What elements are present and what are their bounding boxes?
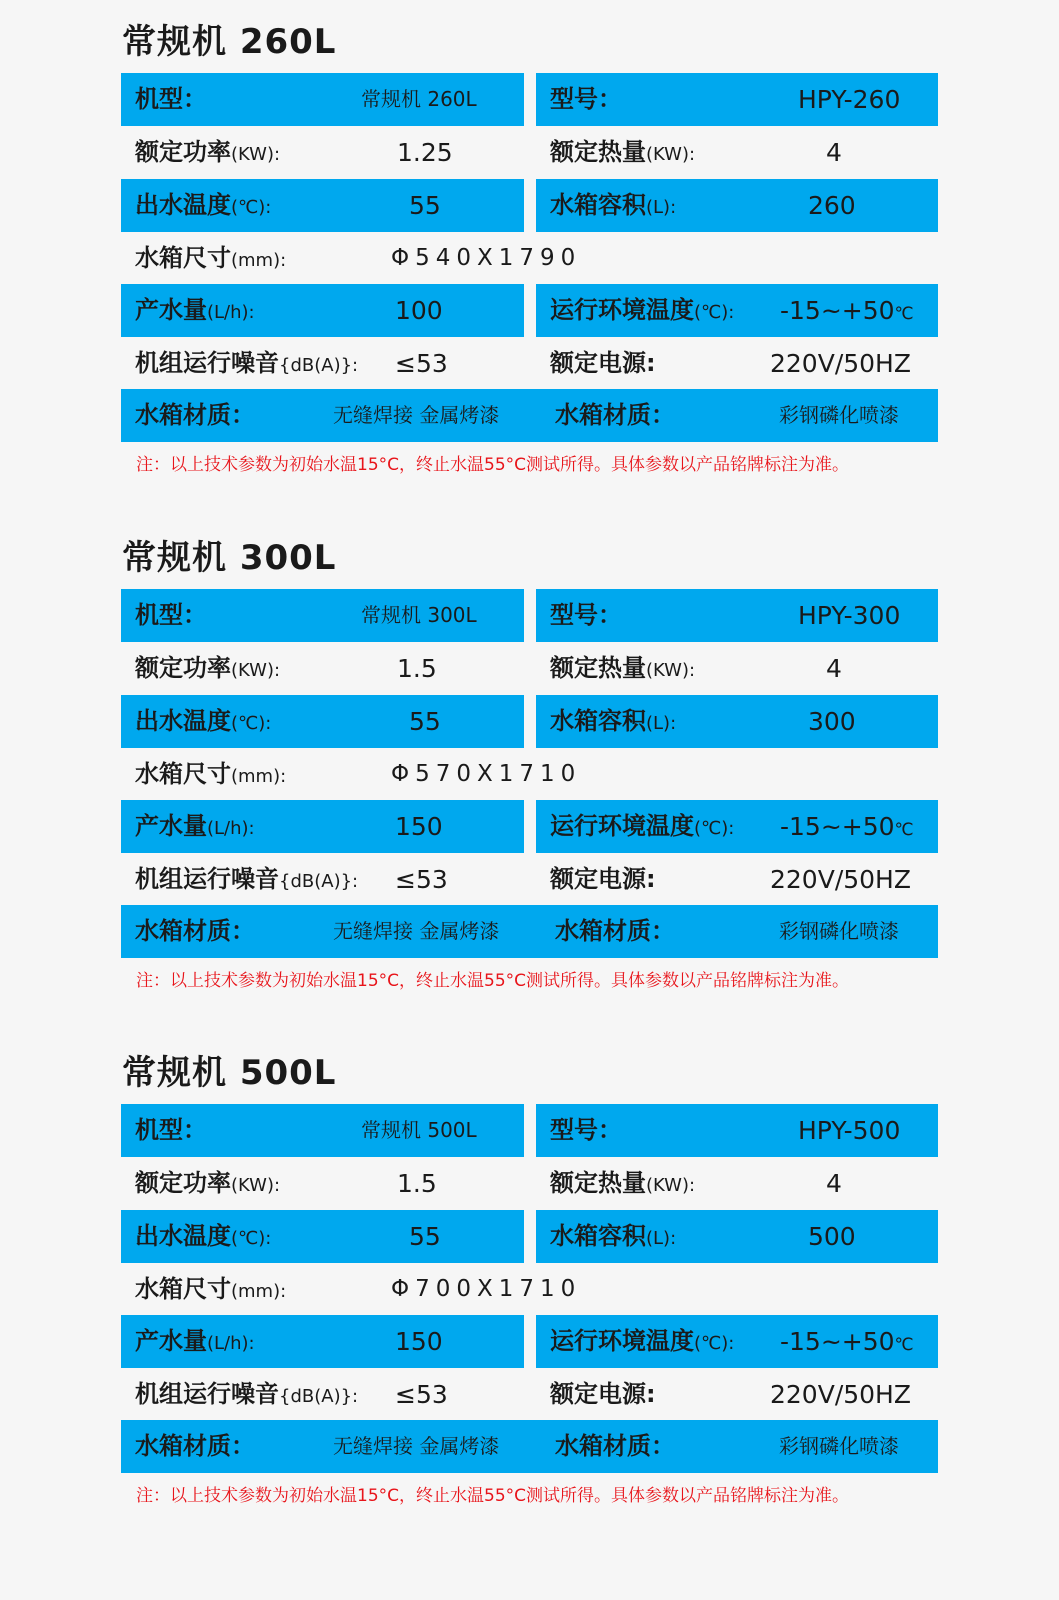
spec-row-power (121, 642, 938, 695)
type-label: 型号： (550, 85, 622, 113)
tank-material-label: 水箱材质： (135, 917, 255, 945)
spec-row-tanksize (121, 1263, 938, 1316)
power-supply-value: 220V/50HZ (770, 349, 911, 378)
spec-row-model (121, 1104, 938, 1157)
test-note: 注：以上技术参数为初始水温15°C，终止水温55°C测试所得。具体参数以产品铭牌标注为准。 (136, 455, 850, 475)
type-label: 型号： (550, 601, 622, 629)
outtemp-value: 55 (409, 707, 441, 736)
test-note: 注：以上技术参数为初始水温15°C，终止水温55°C测试所得。具体参数以产品铭牌标注为准。 (136, 1486, 850, 1506)
outtemp-label: 出水温度(℃): (135, 1222, 272, 1250)
spec-row-material (121, 905, 938, 958)
noise-value: ≤53 (395, 1380, 448, 1409)
spec-row-output (121, 1315, 938, 1368)
section-title: 常规机 500L (122, 1053, 337, 1093)
spec-row-noise (121, 1368, 938, 1421)
tankvol-label: 水箱容积(L): (550, 191, 677, 219)
type-value: HPY-300 (798, 601, 901, 630)
noise-label: 机组运行噪音{dB(A)}: (135, 349, 359, 377)
tank-material2-label: 水箱材质： (555, 401, 675, 429)
tank-material2-value: 彩钢磷化喷漆 (779, 1434, 899, 1458)
outtemp-value: 55 (409, 1222, 441, 1251)
model-value: 常规机 300L (361, 603, 477, 627)
tanksize-value: Φ570X1710 (391, 761, 582, 787)
spec-row-material (121, 1420, 938, 1473)
type-value: HPY-500 (798, 1116, 901, 1145)
spec-row-material (121, 389, 938, 442)
type-value: HPY-260 (798, 85, 901, 114)
spec-row-model (121, 73, 938, 126)
tanksize-label: 水箱尺寸(mm): (135, 1275, 287, 1303)
noise-value: ≤53 (395, 865, 448, 894)
power-label: 额定功率(KW): (135, 1169, 281, 1197)
model-value: 常规机 260L (361, 87, 477, 111)
power-supply-value: 220V/50HZ (770, 865, 911, 894)
outtemp-label: 出水温度(℃): (135, 707, 272, 735)
output-label: 产水量(L/h): (135, 296, 255, 324)
power-label: 额定功率(KW): (135, 138, 281, 166)
power-label: 额定功率(KW): (135, 654, 281, 682)
tankvol-value: 500 (808, 1222, 856, 1251)
output-value: 150 (395, 1327, 443, 1356)
power-supply-value: 220V/50HZ (770, 1380, 911, 1409)
tankvol-label: 水箱容积(L): (550, 1222, 677, 1250)
envtemp-value: -15~+50℃ (780, 296, 914, 325)
section-title: 常规机 260L (122, 22, 337, 62)
test-note: 注：以上技术参数为初始水温15°C，终止水温55°C测试所得。具体参数以产品铭牌标注为准。 (136, 971, 850, 991)
spec-row-model (121, 589, 938, 642)
envtemp-value: -15~+50℃ (780, 812, 914, 841)
spec-row-output (121, 284, 938, 337)
noise-label: 机组运行噪音{dB(A)}: (135, 1380, 359, 1408)
spec-row-power (121, 1157, 938, 1210)
spec-row-power (121, 126, 938, 179)
power-supply-label: 额定电源: (550, 865, 656, 893)
tankvol-value: 260 (808, 191, 856, 220)
output-label: 产水量(L/h): (135, 1327, 255, 1355)
power-supply-label: 额定电源: (550, 349, 656, 377)
spec-row-temp (121, 1210, 938, 1263)
tank-material2-label: 水箱材质： (555, 917, 675, 945)
power-value: 1.5 (397, 1169, 437, 1198)
power-value: 1.25 (397, 138, 453, 167)
tank-material-value: 无缝焊接 金属烤漆 (333, 403, 500, 427)
tanksize-value: Φ540X1790 (391, 245, 582, 271)
tanksize-label: 水箱尺寸(mm): (135, 760, 287, 788)
model-label: 机型： (135, 85, 207, 113)
type-label: 型号： (550, 1116, 622, 1144)
envtemp-label: 运行环境温度(℃): (550, 1327, 735, 1355)
heat-label: 额定热量(KW): (550, 654, 696, 682)
tank-material-value: 无缝焊接 金属烤漆 (333, 1434, 500, 1458)
power-value: 1.5 (397, 654, 437, 683)
section-title: 常规机 300L (122, 538, 337, 578)
tanksize-label: 水箱尺寸(mm): (135, 244, 287, 272)
spec-row-noise (121, 337, 938, 390)
output-value: 100 (395, 296, 443, 325)
tankvol-value: 300 (808, 707, 856, 736)
envtemp-value: -15~+50℃ (780, 1327, 914, 1356)
power-supply-label: 额定电源: (550, 1380, 656, 1408)
output-value: 150 (395, 812, 443, 841)
tank-material2-value: 彩钢磷化喷漆 (779, 403, 899, 427)
heat-value: 4 (826, 138, 842, 167)
heat-value: 4 (826, 654, 842, 683)
envtemp-label: 运行环境温度(℃): (550, 296, 735, 324)
tanksize-value: Φ700X1710 (391, 1276, 582, 1302)
outtemp-label: 出水温度(℃): (135, 191, 272, 219)
spec-row-noise (121, 853, 938, 906)
output-label: 产水量(L/h): (135, 812, 255, 840)
tank-material-label: 水箱材质： (135, 1432, 255, 1460)
spec-row-temp (121, 695, 938, 748)
noise-value: ≤53 (395, 349, 448, 378)
spec-row-output (121, 800, 938, 853)
spec-row-tanksize (121, 232, 938, 285)
spec-row-temp (121, 179, 938, 232)
heat-label: 额定热量(KW): (550, 1169, 696, 1197)
model-label: 机型： (135, 1116, 207, 1144)
tank-material-label: 水箱材质： (135, 401, 255, 429)
heat-value: 4 (826, 1169, 842, 1198)
tank-material2-label: 水箱材质： (555, 1432, 675, 1460)
heat-label: 额定热量(KW): (550, 138, 696, 166)
outtemp-value: 55 (409, 191, 441, 220)
noise-label: 机组运行噪音{dB(A)}: (135, 865, 359, 893)
tankvol-label: 水箱容积(L): (550, 707, 677, 735)
envtemp-label: 运行环境温度(℃): (550, 812, 735, 840)
spec-row-tanksize (121, 748, 938, 801)
model-value: 常规机 500L (361, 1118, 477, 1142)
tank-material2-value: 彩钢磷化喷漆 (779, 919, 899, 943)
model-label: 机型： (135, 601, 207, 629)
tank-material-value: 无缝焊接 金属烤漆 (333, 919, 500, 943)
